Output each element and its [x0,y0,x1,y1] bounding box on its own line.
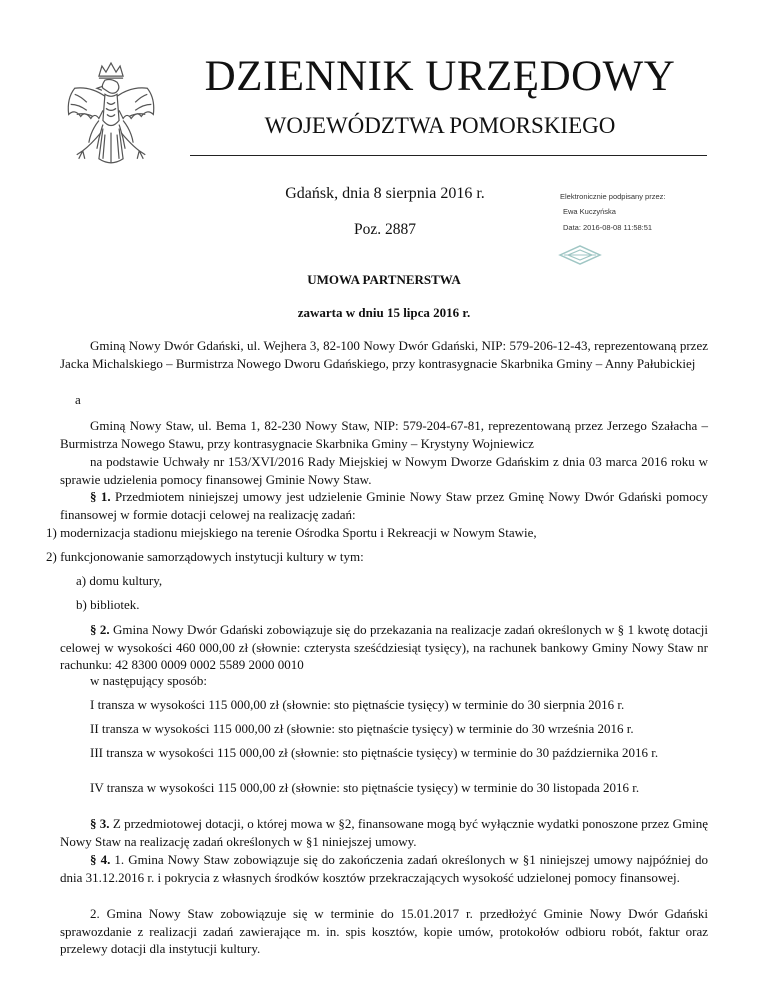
section-1-mark: § 1. [90,489,111,504]
list-item: 2) funkcjonowanie samorządowych instytucji kultury w tym: [46,549,364,564]
section-3-mark: § 3. [90,816,110,831]
tranche-item: II transza w wysokości 115 000,00 zł (słownie: sto piętnaście tysięcy) w terminie do 30 września 2016 r. [90,721,634,736]
section-3-paragraph [60,815,708,850]
party-one-paragraph: Gminą Nowy Dwór Gdański, ul. Wejhera 3, 82-100 Nowy Dwór Gdański, NIP: 579-206-12-43, reprezentowaną przez Jacka Michalskiego – Burmistrza Nowego Dworu Gdańskiego, przy kontrasygnacie Skarbnika Gminy – Anny Pałubickiej [60,338,708,371]
signature-label: Elektronicznie podpisany przez: [560,192,666,201]
manner-text: w następujący sposób: [90,673,207,688]
section-2-mark: § 2. [90,622,110,637]
list-item: b) bibliotek. [76,597,140,612]
publication-date: Gdańsk, dnia 8 sierpnia 2016 r. [285,185,485,202]
document-subtitle: zawarta w dniu 15 lipca 2016 r. [297,305,471,320]
legal-basis-paragraph: na podstawie Uchwały nr 153/XVI/2016 Rady Miejskiej w Nowym Dworze Gdańskim z dnia 03 marca 2016 roku w sprawie udzielenia pomocy finansowej Gminie Nowy Staw. [60,454,708,487]
section-4-mark: § 4. [90,852,111,867]
signature-name: Ewa Kuczyńska [563,207,616,216]
section-2-text: Gmina Nowy Dwór Gdański zobowiązuje się do przekazania na realizacje zadań określonych w § 1 kwotę dotacji celowej w wysokości 460 000,00 zł (słownie: czterysta sześćdziesiąt tysięcy), na rachunek bankowy Gminy Nowy Staw nr rachunku: 42 8300 0009 0002 5589 2000 0010 [60,622,708,672]
tranche-item: IV transza w wysokości 115 000,00 zł (słownie: sto piętnaście tysięcy) w terminie do 30 listopada 2016 r. [90,780,640,795]
section-3-text: Z przedmiotowej dotacji, o której mowa w §2, finansowane mogą być wyłącznie wydatki ponoszone przez Gminę Nowy Staw na realizację zadań określonych w §1 niniejszej umowy. [60,816,708,849]
tranche-item: III transza w wysokości 115 000,00 zł (słownie: sto piętnaście tysięcy) w terminie do 30 października 2016 r. [90,745,659,760]
journal-subtitle: WOJEWÓDZTWA POMORSKIEGO [264,113,616,138]
section-4-text: 1. Gmina Nowy Staw zobowiązuje się do zakończenia zadań określonych w §1 niniejszej umowy najpóźniej do dnia 31.12.2016 r. i pokrycia z własnych środków kosztów przekraczających wysokość udzielonej pomocy finansowej. [60,852,708,885]
list-item: 1) modernizacja stadionu miejskiego na terenie Ośrodka Sportu i Rekreacji w Nowym Stawie, [46,525,537,540]
section-1-text: Przedmiotem niniejszej umowy jest udzielenie Gminie Nowy Staw przez Gminę Nowy Dwór Gdański pomocy finansowej w formie dotacji celowej na realizację zadań: [60,489,708,522]
section-1-paragraph [60,488,708,523]
signature-seal-icon [558,244,602,266]
header-divider [190,155,707,156]
eagle-emblem-icon [60,58,162,184]
signature-date: Data: 2016-08-08 11:58:51 [563,223,653,232]
section-4-point-2: 2. Gmina Nowy Staw zobowiązuje się w terminie do 15.01.2017 r. przedłożyć Gminie Nowy Dwór Gdański sprawozdanie z realizacji zadań zawierające m. in. spis kosztów, kopie umów, protokołów odbioru robót, faktur oraz przelewy dotacji dla instytucji kultury. [60,906,708,956]
position-number: Poz. 2887 [354,221,416,238]
journal-title: DZIENNIK URZĘDOWY [204,53,676,100]
conjunction-text: a [75,392,81,407]
list-item: a) domu kultury, [76,573,163,588]
party-two-paragraph: Gminą Nowy Staw, ul. Bema 1, 82-230 Nowy Staw, NIP: 579-204-67-81, reprezentowaną przez Jerzego Szałacha – Burmistrza Nowego Stawu, przy kontrasygnacie Skarbnika Gminy – Krystyny Wojniewicz [60,418,708,451]
document-title: UMOWA PARTNERSTWA [307,272,461,287]
tranche-item: I transza w wysokości 115 000,00 zł (słownie: sto piętnaście tysięcy) w terminie do 30 sierpnia 2016 r. [90,697,625,712]
section-2-paragraph [60,621,708,674]
section-4-paragraph [60,851,708,886]
